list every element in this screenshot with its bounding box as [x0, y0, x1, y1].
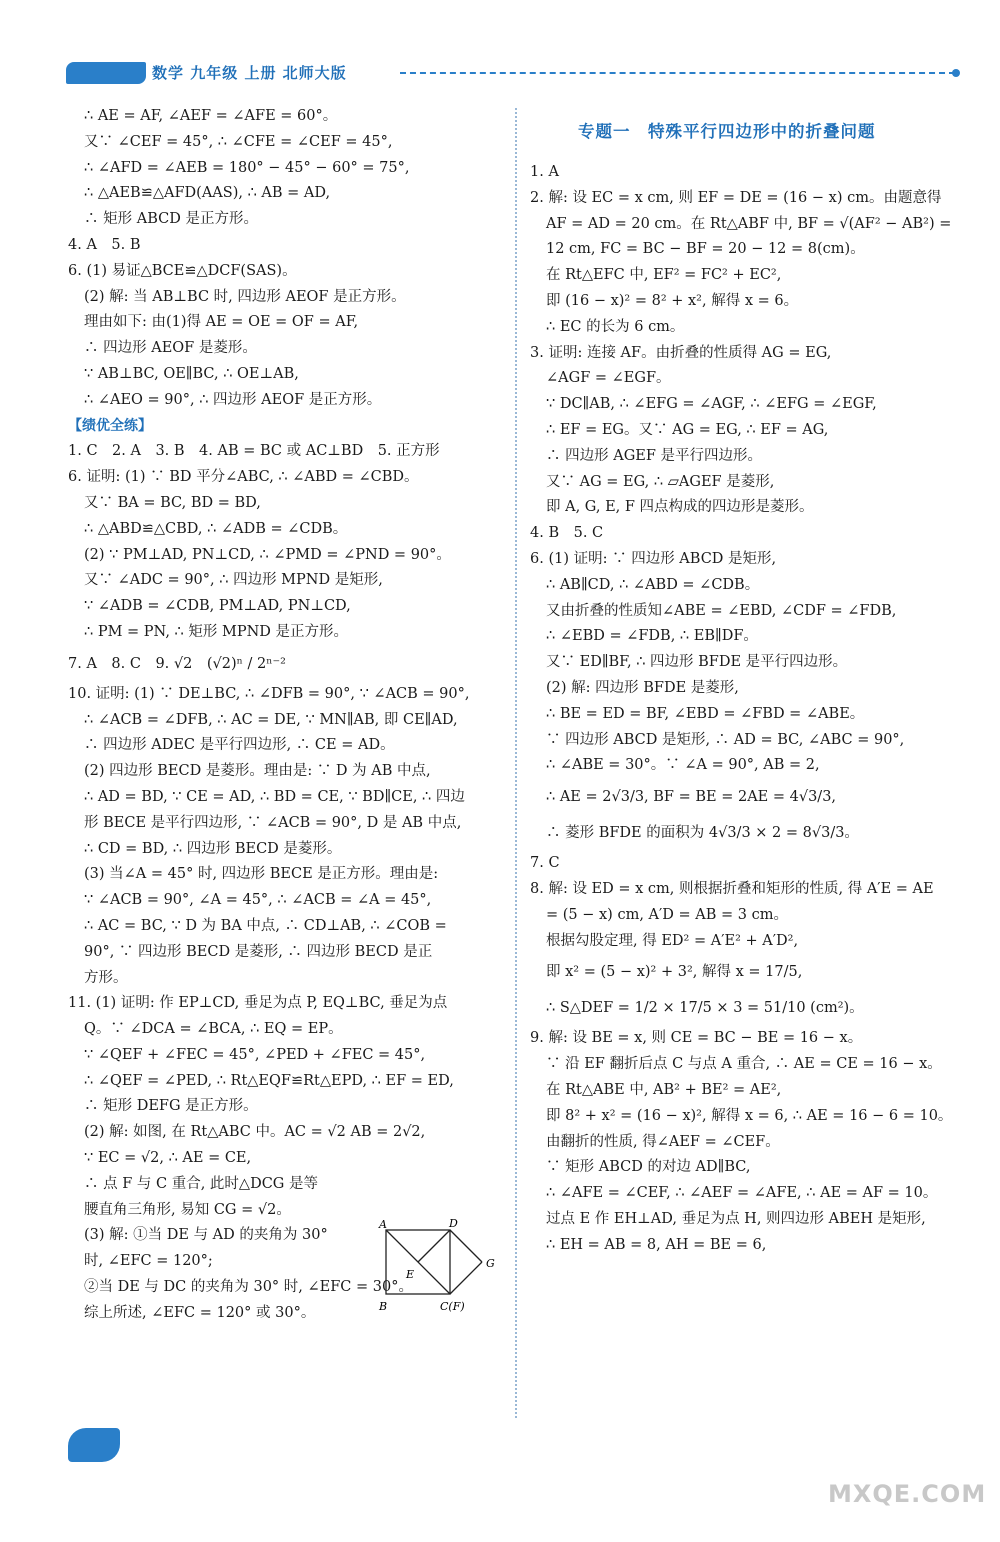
answer-line: ∴ EF = EG。又∵ AG = EG, ∴ EF = AG,: [546, 421, 829, 438]
answer-line: ∴ PM = PN, ∴ 矩形 MPND 是正方形。: [84, 623, 349, 640]
answer-line: 6. 证明: (1) ∵ BD 平分∠ABC, ∴ ∠ABD = ∠CBD。: [68, 469, 419, 486]
figure-label-d: D: [449, 1218, 458, 1230]
answer-line: 又∵ AG = EG, ∴ ▱AGEF 是菱形,: [546, 473, 775, 490]
answer-line: 在 Rt△EFC 中, EF² = FC² + EC²,: [546, 267, 782, 284]
answer-line: 过点 E 作 EH⊥AD, 垂足为点 H, 则四边形 ABEH 是矩形,: [546, 1210, 926, 1227]
answer-line: ∴ 菱形 BFDE 的面积为 4√3/3 × 2 = 8√3/3。: [546, 825, 859, 842]
page-number-badge: [68, 1428, 120, 1462]
answer-line: = (5 − x) cm, A′D = AB = 3 cm。: [546, 906, 788, 923]
answer-line: ∴ ∠AFD = ∠AEB = 180° − 45° − 60° = 75°,: [84, 159, 410, 176]
answer-line: 由翻折的性质, 得∠AEF = ∠CEF。: [546, 1133, 780, 1150]
topic-title: 专题一 特殊平行四边形中的折叠问题: [578, 122, 876, 141]
answer-line: ∴ AE = AF, ∠AEF = ∠AFE = 60°。: [84, 108, 338, 124]
answer-line: ∴ BE = ED = BF, ∠EBD = ∠FBD = ∠ABE。: [546, 705, 865, 722]
answer-line: ∠AGF = ∠EGF。: [546, 370, 671, 387]
answer-line: (3) 解: ①当 DE 与 AD 的夹角为 30°: [84, 1227, 328, 1244]
answer-line: ∴ EC 的长为 6 cm。: [546, 318, 685, 335]
answer-line: 12 cm, FC = BC − BF = 20 − 12 = 8(cm)。: [546, 241, 865, 258]
answer-line: ∴ ∠AFE = ∠CEF, ∴ ∠AEF = ∠AFE, ∴ AE = AF = 10。: [546, 1185, 938, 1202]
answer-line: ∴ CD = BD, ∴ 四边形 BECD 是菱形。: [84, 840, 342, 857]
answer-line: 即 8² + x² = (16 − x)², 解得 x = 6, ∴ AE = 16 − 6 = 10。: [546, 1107, 953, 1124]
answer-line: ∴ ∠EBD = ∠FDB, ∴ EB∥DF。: [546, 628, 758, 645]
answer-line: 6. (1) 证明: ∵ 四边形 ABCD 是矩形,: [530, 550, 777, 567]
answer-line: ∴ 四边形 ADEC 是平行四边形, ∴ CE = AD。: [84, 737, 395, 754]
answer-line: ∴ 矩形 ABCD 是正方形。: [84, 211, 258, 228]
answer-line: 又由折叠的性质知∠ABE = ∠EBD, ∠CDF = ∠FDB,: [546, 602, 897, 619]
answer-line: 6. (1) 易证△BCE≌△DCF(SAS)。: [68, 262, 297, 279]
right-column: [530, 160, 970, 1258]
column-divider: [515, 108, 517, 1418]
answer-line: 综上所述, ∠EFC = 120° 或 30°。: [84, 1304, 316, 1321]
answer-line: 4. A 5. B: [68, 236, 141, 253]
answer-line: 根据勾股定理, 得 ED² = A′E² + A′D²,: [546, 932, 799, 949]
answer-line: ∵ 矩形 ABCD 的对边 AD∥BC,: [546, 1159, 751, 1176]
answer-line: ∵ ∠ADB = ∠CDB, PM⊥AD, PN⊥CD,: [84, 598, 351, 615]
answer-line: 90°, ∵ 四边形 BECD 是菱形, ∴ 四边形 BECD 是正: [84, 943, 433, 960]
answer-line: ∴ AD = BD, ∵ CE = AD, ∴ BD = CE, ∵ BD∥CE, ∴ 四边: [84, 788, 465, 805]
answer-line: ∴ 点 F 与 C 重合, 此时△DCG 是等: [84, 1175, 318, 1192]
left-column: [68, 104, 508, 1327]
answer-line: 又∵ ∠CEF = 45°, ∴ ∠CFE = ∠CEF = 45°,: [84, 133, 393, 150]
figure-label-cf: C(F): [440, 1300, 465, 1313]
answer-line: (2) 解: 如图, 在 Rt△ABC 中。AC = √2 AB = 2√2,: [84, 1124, 426, 1141]
header-dashed-line: [400, 72, 955, 74]
answer-line: ∵ AB⊥BC, OE∥BC, ∴ OE⊥AB,: [84, 365, 299, 382]
answer-line: ∴ ∠ACB = ∠DFB, ∴ AC = DE, ∵ MN∥AB, 即 CE∥AD,: [84, 711, 458, 728]
answer-line: 8. 解: 设 ED = x cm, 则根据折叠和矩形的性质, 得 A′E = AE: [530, 880, 934, 897]
header-title: 数学 九年级 上册 北师大版: [152, 64, 347, 82]
answer-line: 7. C: [530, 855, 560, 872]
watermark: MXQE.COM: [828, 1480, 987, 1508]
answer-line: 3. 证明: 连接 AF。由折叠的性质得 AG = EG,: [530, 344, 832, 361]
answer-line: 9. 解: 设 BE = x, 则 CE = BC − BE = 16 − x。: [530, 1030, 863, 1047]
answer-line: ∵ 沿 EF 翻折后点 C 与点 A 重合, ∴ AE = CE = 16 − x。: [546, 1056, 942, 1073]
figure-label-e: E: [406, 1268, 415, 1281]
answer-line: ∴ ∠ABE = 30°。∵ ∠A = 90°, AB = 2,: [546, 757, 820, 774]
answer-line: ∵ EC = √2, ∴ AE = CE,: [84, 1150, 252, 1167]
answer-line: ∵ 四边形 ABCD 是矩形, ∴ AD = BC, ∠ABC = 90°,: [546, 731, 905, 748]
answer-line: 即 A, G, E, F 四点构成的四边形是菱形。: [546, 499, 814, 516]
answer-line: 又∵ ∠ADC = 90°, ∴ 四边形 MPND 是矩形,: [84, 572, 383, 589]
answer-line: 在 Rt△ABE 中, AB² + BE² = AE²,: [546, 1081, 782, 1098]
answer-line: (2) ∵ PM⊥AD, PN⊥CD, ∴ ∠PMD = ∠PND = 90°。: [84, 546, 451, 563]
answer-line: 方形。: [84, 969, 128, 986]
answer-line: 1. C 2. A 3. B 4. AB = BC 或 AC⊥BD 5. 正方形: [68, 443, 440, 460]
section-heading: 【绩优全练】: [68, 417, 152, 434]
answer-line: 理由如下: 由(1)得 AE = OE = OF = AF,: [84, 314, 359, 331]
answer-line: ∴ 四边形 AGEF 是平行四边形。: [546, 447, 763, 464]
answer-line: ∴ 矩形 DEFG 是正方形。: [84, 1098, 258, 1115]
answer-line: ∵ DC∥AB, ∴ ∠EFG = ∠AGF, ∴ ∠EFG = ∠EGF,: [546, 396, 877, 413]
answer-line: 腰直角三角形, 易知 CG = √2。: [84, 1201, 291, 1218]
answer-line: ∵ ∠QEF + ∠FEC = 45°, ∠PED + ∠FEC = 45°,: [84, 1046, 426, 1063]
answer-line: ∴ ∠AEO = 90°, ∴ 四边形 AEOF 是正方形。: [84, 391, 382, 408]
answer-line: (2) 四边形 BECD 是菱形。理由是: ∵ D 为 AB 中点,: [84, 763, 431, 780]
answer-line: ∴ S△DEF = 1/2 × 17/5 × 3 = 51/10 (cm²)。: [546, 1000, 864, 1017]
geometry-figure: [376, 1218, 506, 1318]
answer-line: ∵ ∠ACB = 90°, ∠A = 45°, ∴ ∠ACB = ∠A = 45°,: [84, 892, 432, 909]
answer-line: ∴ 四边形 AEOF 是菱形。: [84, 340, 257, 357]
header-tab-decoration: [66, 62, 146, 84]
answer-line: 7. A 8. C 9. √2 (√2)ⁿ / 2ⁿ⁻²: [68, 655, 286, 672]
figure-label-g: G: [486, 1257, 495, 1270]
answer-line: ∴ △AEB≌△AFD(AAS), ∴ AB = AD,: [84, 185, 331, 202]
answer-line: ∴ AB∥CD, ∴ ∠ABD = ∠CDB。: [546, 576, 760, 593]
figure-label-a: A: [379, 1218, 387, 1231]
answer-line: 2. 解: 设 EC = x cm, 则 EF = DE = (16 − x) cm。由题意得: [530, 189, 942, 206]
answer-line: 又∵ ED∥BF, ∴ 四边形 BFDE 是平行四边形。: [546, 654, 848, 671]
answer-line: 即 x² = (5 − x)² + 3², 解得 x = 17/5,: [546, 964, 803, 981]
answer-line: (2) 解: 当 AB⊥BC 时, 四边形 AEOF 是正方形。: [84, 288, 406, 305]
answer-line: ∴ AC = BC, ∵ D 为 BA 中点, ∴ CD⊥AB, ∴ ∠COB =: [84, 917, 447, 934]
figure-label-b: B: [379, 1300, 388, 1313]
answer-line: 10. 证明: (1) ∵ DE⊥BC, ∴ ∠DFB = 90°, ∵ ∠ACB = 90°,: [68, 685, 470, 702]
answer-line: Q。∵ ∠DCA = ∠BCA, ∴ EQ = EP。: [84, 1021, 343, 1038]
answer-line: ∴ △ABD≌△CBD, ∴ ∠ADB = ∠CDB。: [84, 520, 348, 537]
answer-line: 时, ∠EFC = 120°;: [84, 1253, 213, 1270]
answer-line: ∴ ∠QEF = ∠PED, ∴ Rt△EQF≌Rt△EPD, ∴ EF = ED,: [84, 1072, 454, 1089]
answer-line: (2) 解: 四边形 BFDE 是菱形,: [546, 679, 739, 696]
header-dot: [952, 69, 960, 77]
answer-line: 11. (1) 证明: 作 EP⊥CD, 垂足为点 P, EQ⊥BC, 垂足为点: [68, 995, 448, 1012]
answer-line: 4. B 5. C: [530, 525, 604, 542]
answer-line: 又∵ BA = BC, BD = BD,: [84, 494, 261, 511]
answer-line: ∴ EH = AB = 8, AH = BE = 6,: [546, 1236, 767, 1253]
answer-line: 即 (16 − x)² = 8² + x², 解得 x = 6。: [546, 292, 799, 309]
answer-line: (3) 当∠A = 45° 时, 四边形 BECE 是正方形。理由是:: [84, 866, 439, 883]
answer-line: 1. A: [530, 164, 559, 180]
answer-line: ②当 DE 与 DC 的夹角为 30° 时, ∠EFC = 30°。: [84, 1279, 413, 1296]
answer-line: ∴ AE = 2√3/3, BF = BE = 2AE = 4√3/3,: [546, 789, 837, 806]
answer-line: AF = AD = 20 cm。在 Rt△ABF 中, BF = √(AF² − AB²) =: [546, 215, 952, 232]
answer-line: 形 BECE 是平行四边形, ∵ ∠ACB = 90°, D 是 AB 中点,: [84, 814, 462, 831]
page-header: [66, 60, 966, 88]
